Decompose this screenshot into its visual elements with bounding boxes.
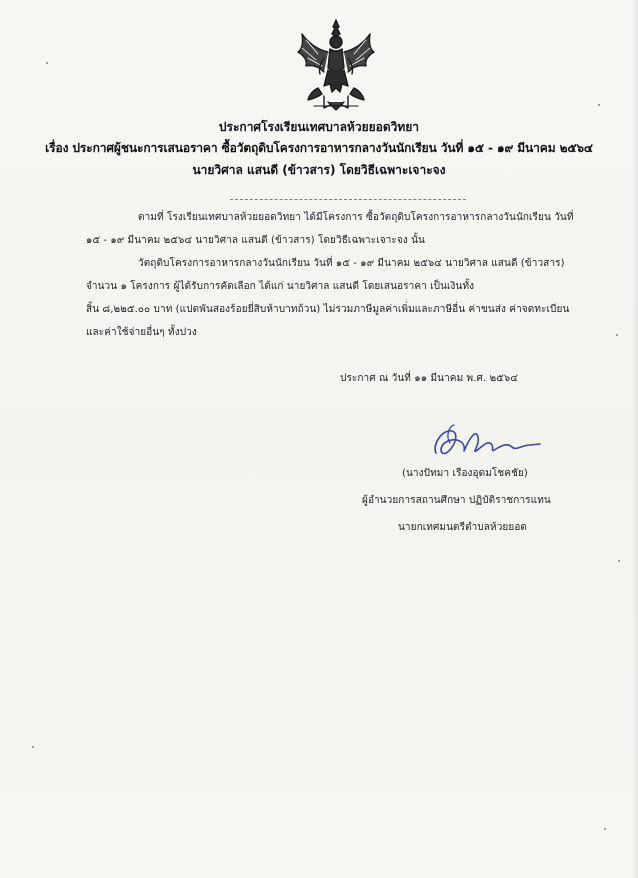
separator-line [230, 199, 466, 201]
announcement-heading: ประกาศโรงเรียนเทศบาลห้วยยอดวิทยา [218, 120, 420, 134]
body-paragraph-2-line-4: และค่าใช้จ่ายอื่นๆ ทั้งปวง [86, 327, 197, 338]
body-paragraph-1-line-1: ตามที่ โรงเรียนเทศบาลห้วยยอดวิทยา ได้มีโครงการ ซื้อวัตถุดิบโครงการอาหารกลางวันนักเรียน วันที่ [138, 212, 574, 223]
signatory-name: (นางปัทมา เรืองอุดมโชคชัย) [402, 468, 528, 479]
announcement-date: ประกาศ ณ วันที่ ๑๑ มีนาคม พ.ศ. ๒๕๖๔ [340, 373, 518, 384]
signature-scribble [418, 415, 546, 467]
body-paragraph-2-line-2: จำนวน ๑ โครงการ ผู้ได้รับการคัดเลือก ได้แก่ นายวิศาล แสนดี โดยเสนอราคา เป็นเงินทั้ง [86, 281, 475, 292]
scan-speck [46, 62, 48, 64]
body-paragraph-2-line-3: สิ้น ๘,๒๒๕.๐๐ บาท (แปดพันสองร้อยยี่สิบห้าบาทถ้วน) ไม่รวมภาษีมูลค่าเพิ่มและภาษีอื่น ค่าขนส่ง ค่าจดทะเบียน [86, 304, 570, 315]
announcement-subject-cont: นายวิศาล แสนดี (ข้าวสาร) โดยวิธีเฉพาะเจาะจง [192, 163, 446, 177]
signatory-position-2: นายกเทศมนตรีตำบลห้วยยอด [398, 522, 528, 533]
scan-speck [616, 334, 618, 336]
garuda-emblem [294, 18, 378, 114]
signatory-position: ผู้อำนวยการสถานศึกษา ปฏิบัติราชการแทน [362, 495, 551, 506]
scan-speck [618, 560, 620, 562]
scan-speck [32, 746, 34, 748]
body-paragraph-2-line-1: วัตถุดิบโครงการอาหารกลางวันนักเรียน วันที่ ๑๕ - ๑๙ มีนาคม ๒๕๖๔ นายวิศาล แสนดี (ข้าวสาร) [138, 258, 565, 269]
announcement-subject: เรื่อง ประกาศผู้ชนะการเสนอราคา ซื้อวัตถุดิบโครงการอาหารกลางวันนักเรียน วันที่ ๑๕ - ๑๙ มีนาคม ๒๕๖๔ [45, 141, 593, 155]
scan-speck [604, 828, 606, 830]
scan-speck [598, 104, 600, 106]
body-paragraph-1-line-2: ๑๕ - ๑๙ มีนาคม ๒๕๖๔ นายวิศาล แสนดี (ข้าวสาร) โดยวิธีเฉพาะเจาะจง นั้น [86, 235, 425, 246]
